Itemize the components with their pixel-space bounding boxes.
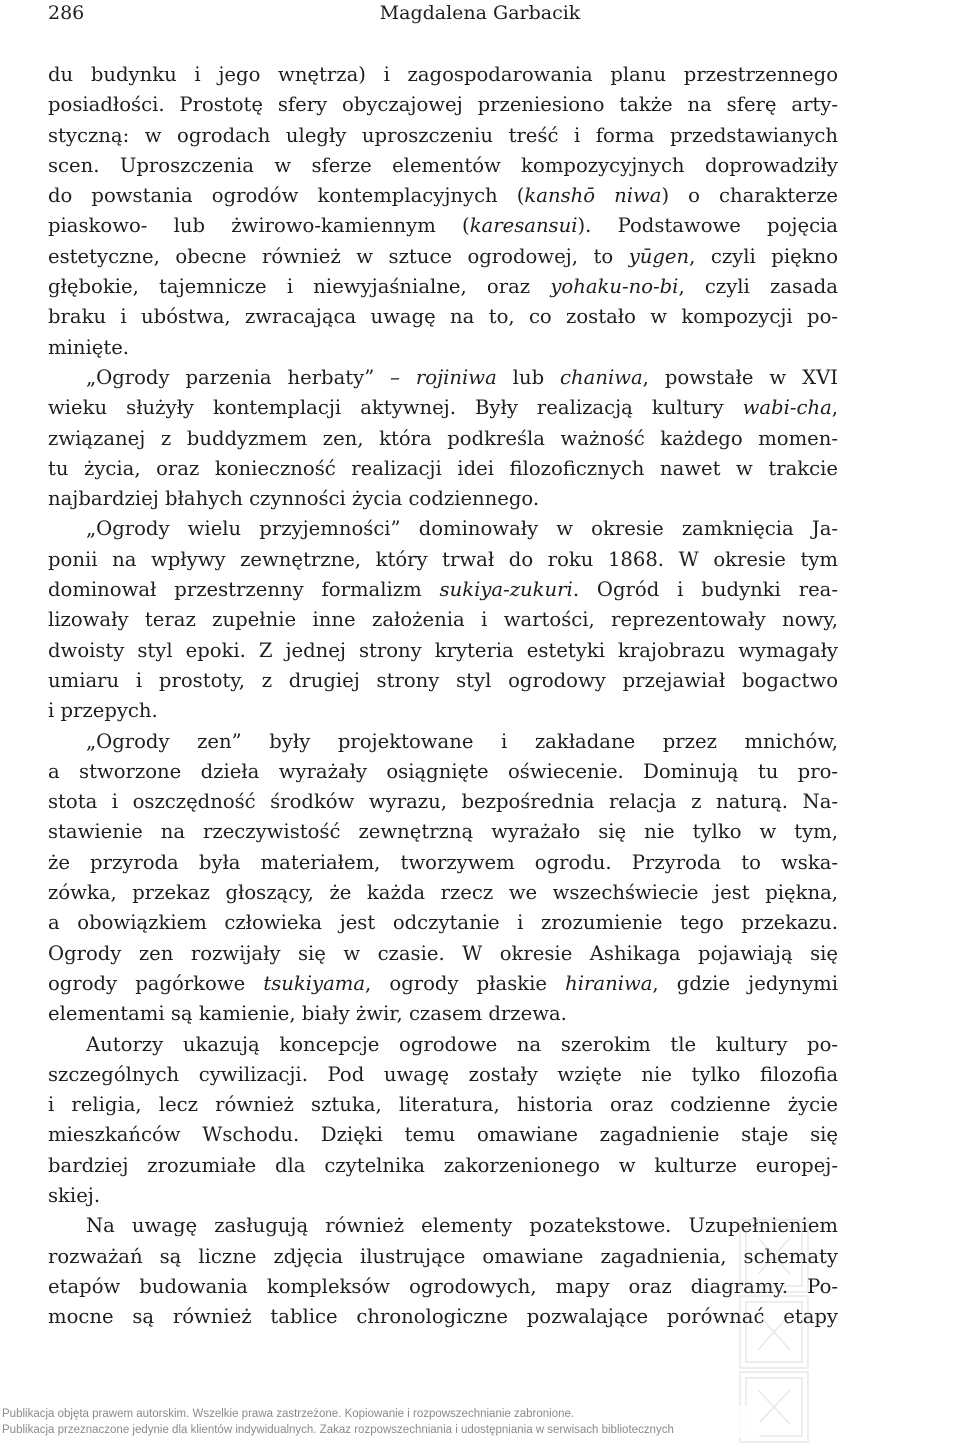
text-line [48, 1060, 838, 1090]
italic-term: sukiya-zukuri [439, 578, 573, 602]
text-run: posiadłości. Prostotę sfery obyczajowej przeniesiono także na sferę arty- [48, 93, 838, 117]
text-run: dominował przestrzenny formalizm [48, 578, 440, 602]
italic-term: rojiniwa [415, 365, 497, 389]
text-run: lizowały teraz zupełnie inne założenia i wartości, reprezentowały nowy, [48, 608, 838, 632]
text-run: umiaru i prostoty, z drugiej strony styl ogrodowy przejawiał bogactwo [48, 668, 838, 692]
text-run: , czyli zasada [678, 275, 838, 299]
italic-term: tsukiyama [263, 971, 366, 995]
text-line [48, 878, 838, 908]
text-line [48, 1181, 838, 1211]
italic-term: kanshō niwa [524, 184, 662, 208]
text-line [48, 575, 838, 605]
text-run: że przyroda była materiałem, tworzywem ogrodu. Przyroda to wska- [48, 850, 838, 874]
text-run: etapów budowania kompleksów ogrodowych, mapy oraz diagramy. Po- [48, 1274, 838, 1298]
text-run: bardziej zrozumiałe dla czytelnika zakorzenionego w kulturze europej- [48, 1153, 838, 1177]
text-run: „Ogrody parzenia herbaty” – [86, 365, 416, 389]
text-line [48, 363, 838, 393]
text-line [48, 181, 838, 211]
running-head-author: Magdalena Garbacik [379, 2, 581, 24]
italic-term: yohaku-no-bi [550, 275, 679, 299]
text-line [48, 817, 838, 847]
text-line [48, 333, 838, 363]
italic-term: yūgen [628, 244, 690, 268]
text-run: ) o charakterze [661, 184, 838, 208]
text-run: dwoisty styl epoki. Z jednej strony kryteria estetyki krajobrazu wymagały [48, 638, 838, 662]
page-number: 286 [48, 2, 85, 24]
text-run: zówka, przekaz głoszący, że każda rzecz we wszechświecie jest piękna, [48, 881, 838, 905]
text-line [48, 151, 838, 181]
text-run: estetyczne, obecne również w sztuce ogrodowej, to [48, 244, 629, 268]
text-line [48, 636, 838, 666]
text-run: Na uwagę zasługują również elementy pozatekstowe. Uzupełnieniem [86, 1214, 838, 1238]
text-line [48, 1242, 838, 1272]
text-run: Autorzy ukazują koncepcje ogrodowe na szerokim tle kultury po- [86, 1032, 838, 1056]
text-run: skiej. [48, 1183, 101, 1207]
text-run: stawienie na rzeczywistość zewnętrzną wyrażało się nie tylko w tym, [48, 820, 838, 844]
text-run: , [831, 396, 838, 420]
text-run: a stworzone dzieła wyrażały osiągnięte oświecenie. Dominują tu pro- [48, 759, 838, 783]
text-line [48, 1090, 838, 1120]
italic-term: chaniwa [560, 365, 643, 389]
text-line [48, 1302, 838, 1332]
text-line [48, 1151, 838, 1181]
text-line [48, 939, 838, 969]
text-line [48, 121, 838, 151]
text-line [48, 454, 838, 484]
page-header [0, 0, 960, 30]
text-run: , ogrody płaskie [365, 971, 566, 995]
text-run: , gdzie jedynymi [652, 971, 838, 995]
text-run: ponii na wpływy zewnętrzne, który trwał do roku 1868. W okresie tym [48, 547, 838, 571]
text-line [48, 605, 838, 635]
text-line [48, 211, 838, 241]
text-run: braku i ubóstwa, zwracająca uwagę na to, co zostało w kompozycji po- [48, 305, 838, 329]
text-line [48, 90, 838, 120]
text-line [48, 242, 838, 272]
text-line [48, 908, 838, 938]
text-run: du budynku i jego wnętrza) i zagospodarowania planu przestrzennego [48, 63, 838, 86]
text-run: „Ogrody zen” były projektowane i zakładane przez mnichów, [86, 729, 838, 753]
text-run: mocne są również tablice chronologiczne pozwalające porównać etapy [48, 1305, 838, 1329]
text-line [48, 424, 838, 454]
text-run: tu życia, oraz konieczność realizacji idei filozoficznych nawet w trakcie [48, 456, 838, 480]
text-line [48, 696, 838, 726]
body-text [48, 60, 838, 1332]
text-run: ). Podstawowe pojęcia [577, 214, 838, 238]
text-run: ogrody pagórkowe [48, 971, 264, 995]
text-line [48, 60, 838, 90]
text-run: najbardziej błahych czynności życia codziennego. [48, 487, 540, 511]
text-run: i religia, lecz również sztuka, literatura, historia oraz codzienne życie [48, 1093, 838, 1117]
text-run: i przepych. [48, 699, 158, 723]
text-line [48, 393, 838, 423]
copyright-footer [0, 1406, 760, 1438]
text-run: scen. Uproszczenia w sferze elementów kompozycyjnych doprowadziły [48, 153, 838, 177]
text-line [48, 666, 838, 696]
text-run: Ogrody zen rozwijały się w czasie. W okresie Ashikaga pojawiają się [48, 941, 838, 965]
text-run: elementami są kamienie, biały żwir, czasem drzewa. [48, 1002, 567, 1026]
text-run: , powstałe w XVI [642, 365, 838, 389]
italic-term: hiraniwa [565, 971, 653, 995]
text-run: szczególnych cywilizacji. Pod uwagę zostały wzięte nie tylko filozofia [48, 1062, 838, 1086]
text-line [48, 1211, 838, 1241]
text-run: mieszkańców Wschodu. Dzięki temu omawiane zagadnienie staje się [48, 1123, 838, 1147]
text-run: piaskowo- lub żwirowo-kamiennym ( [48, 214, 470, 238]
text-line [48, 272, 838, 302]
text-line [48, 848, 838, 878]
text-line [48, 545, 838, 575]
text-line [48, 1030, 838, 1060]
text-run: , czyli piękno [689, 244, 838, 268]
text-line [48, 757, 838, 787]
text-run: . Ogród i budynki rea- [572, 578, 838, 602]
text-run: minięte. [48, 335, 130, 359]
footer-line-copyright: Publikacja objęta prawem autorskim. Wszelkie prawa zastrzeżone. Kopiowanie i rozpowszechnianie zabronione. [2, 1408, 575, 1420]
italic-term: wabi-cha [742, 396, 832, 420]
text-run: a obowiązkiem człowieka jest odczytanie i zrozumienie tego przekazu. [48, 911, 838, 935]
text-line [48, 302, 838, 332]
text-run: „Ogrody wielu przyjemności” dominowały w okresie zamknięcia Ja- [86, 517, 838, 541]
text-line [48, 969, 838, 999]
text-run: styczną: w ogrodach uległy uproszczeniu treść i forma przedstawianych [48, 123, 838, 147]
text-line [48, 1272, 838, 1302]
text-line [48, 727, 838, 757]
text-line [48, 484, 838, 514]
text-run: rozważań są liczne zdjęcia ilustrujące omawiane zagadnienia, schematy [48, 1244, 838, 1268]
text-line [48, 787, 838, 817]
footer-line-license: Publikacja przeznaczone jedynie dla klientów indywidualnych. Zakaz rozpowszechniania i udostępniania w serwisach bibliotecznych [2, 1424, 674, 1436]
text-line [48, 514, 838, 544]
text-run: głębokie, tajemnicze i niewyjaśnialne, oraz [48, 275, 551, 299]
text-run: do powstania ogrodów kontemplacyjnych ( [48, 184, 525, 208]
italic-term: karesansui [469, 214, 578, 238]
text-run: wieku służyły kontemplacji aktywnej. Były realizacją kultury [48, 396, 743, 420]
text-run: związanej z buddyzmem zen, która podkreśla ważność każdego momen- [48, 426, 838, 450]
text-run: stota i oszczędność środków wyrazu, bezpośrednia relacja z naturą. Na- [48, 790, 838, 814]
text-line [48, 1120, 838, 1150]
text-run: lub [496, 365, 561, 389]
text-line [48, 999, 838, 1029]
